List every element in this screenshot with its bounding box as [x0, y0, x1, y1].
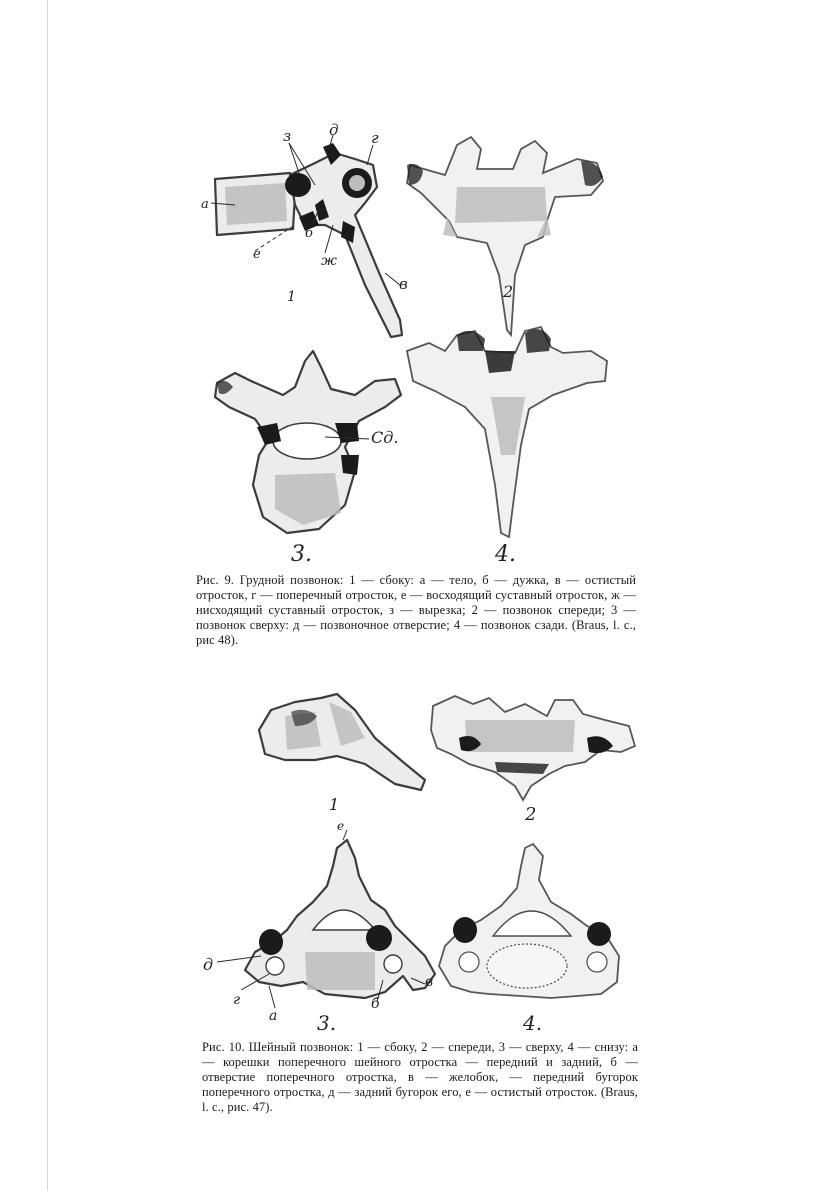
fig9-label-sd: Сд. — [371, 428, 399, 447]
figure-9-caption-text: Рис. 9. Грудной позвонок: 1 — сбоку: а — тело, б — дужка, в — остистый отросток, г — поперечный отросток, е — восходящий суставный отросток, ж — нисходящий суставный отросток, з — вырезка; 2 — позвонок спереди; 3 — позвонок сверху: д — позвоночное отверстие; 4 — позвонок сзади. (Braus, l. c., рис 48). — [196, 573, 636, 647]
fig10-label-a: а — [269, 1008, 278, 1024]
fig9-label-a: а — [201, 197, 209, 212]
fig9-panel-number-2: 2 — [503, 282, 514, 301]
fig10-panel-number-3: 3. — [317, 1011, 337, 1035]
fig10-label-g: г — [233, 992, 241, 1008]
figure-9-caption — [196, 573, 636, 648]
fig9-label-e: е — [253, 247, 261, 262]
fig10-label-e: е — [337, 819, 345, 833]
fig9-panel-number-1: 1 — [287, 289, 296, 305]
fig9-label-b: б — [305, 226, 313, 241]
fig9-label-d: д — [329, 121, 339, 139]
fig9-label-g: г — [371, 129, 379, 147]
figure-9-labels — [195, 121, 625, 567]
fig10-label-v: в — [425, 974, 434, 990]
figure-10-labels — [203, 690, 645, 1035]
fig10-label-b: б — [371, 996, 380, 1012]
figure-10-caption-text: Рис. 10. Шейный позвонок: 1 — сбоку, 2 — спереди, 3 — сверху, 4 — снизу: а — корешки поперечного шейного отростка — передний и задний, б — отверстие поперечного отростка, в — желобок, — передний бугорок поперечного отростка, д — задний бугорок его, е — остистый отросток. (Braus, l. c., рис. 47). — [202, 1040, 638, 1114]
fig9-panel-number-3: 3. — [291, 542, 312, 567]
fig10-label-d: д — [203, 955, 214, 974]
page-edge-line — [47, 0, 48, 1191]
fig9-label-v: в — [399, 275, 408, 293]
fig9-label-z: з — [283, 127, 292, 145]
figure-10-caption — [202, 1040, 638, 1115]
fig10-panel-number-2: 2 — [525, 804, 537, 825]
fig10-panel-number-4: 4. — [523, 1011, 543, 1035]
fig9-label-zh: ж — [321, 253, 337, 269]
fig9-panel-number-4: 4. — [495, 542, 516, 567]
fig10-panel-number-1: 1 — [329, 795, 340, 814]
